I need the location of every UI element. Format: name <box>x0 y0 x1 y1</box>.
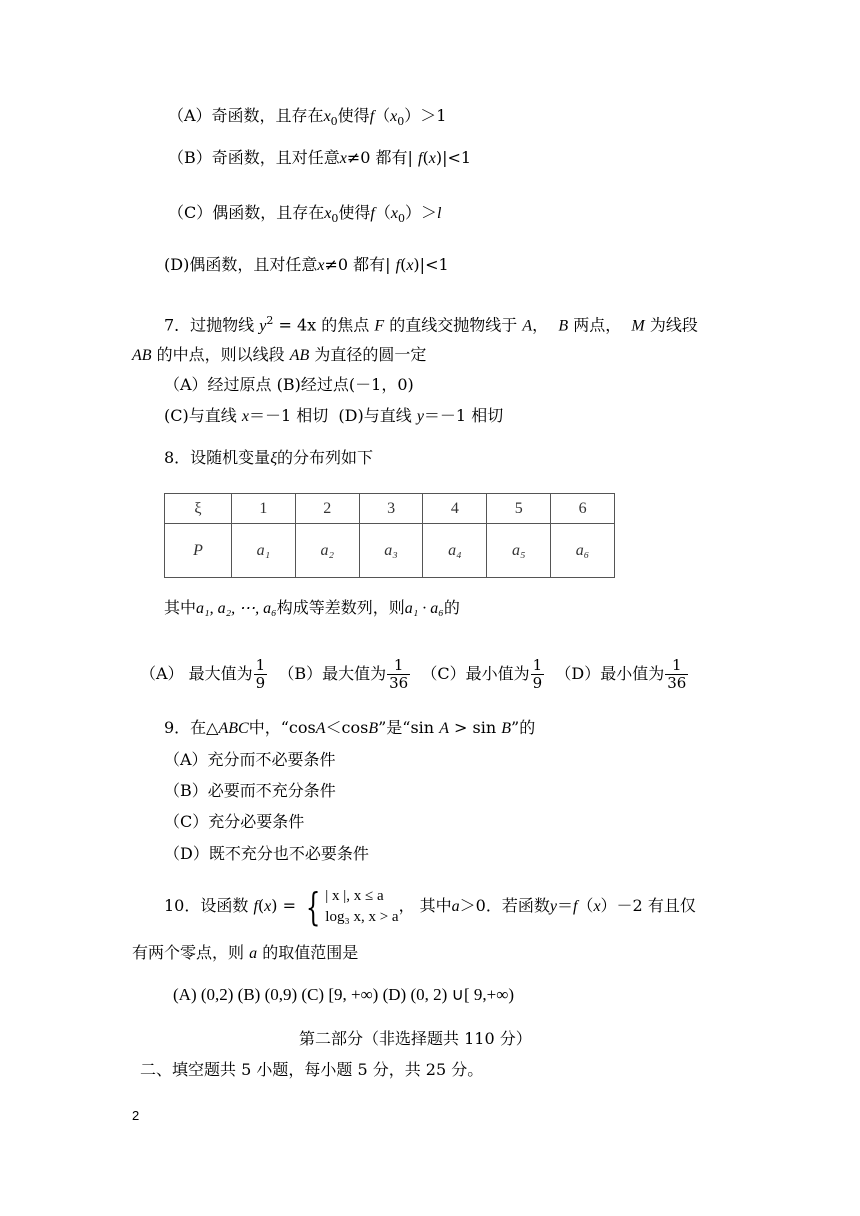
q9-option-b: （B）必要而不充分条件 <box>164 781 336 800</box>
table-cell: 2 <box>295 494 359 524</box>
q7-stem-line1: 7．过抛物线 $y^2 = 4x$ 的焦点 F 的直线交抛物线于 A， B 两点， M 为线段 <box>164 314 698 335</box>
table-cell: a₄ <box>423 524 487 578</box>
q6-option-c: （C）偶函数，且存在$x_0$使得$f(x_0)>l$ <box>168 203 442 226</box>
q6-option-a: （A）奇函数，且存在$x_0$使得$f(x_0)>1$ <box>168 106 447 129</box>
q7-stem-line2: AB 的中点，则以线段 AB 为直径的圆一定 <box>132 345 427 364</box>
table-cell: 6 <box>551 494 615 524</box>
section-heading: 二、填空题共 5 小题，每小题 5 分，共 25 分。 <box>140 1060 484 1079</box>
table-cell: 1 <box>232 494 296 524</box>
q10-stem-line2: 有两个零点，则 a 的取值范围是 <box>132 943 359 962</box>
piecewise-definition: { | x |, x ≤ a log₃ x, x > a <box>305 885 399 929</box>
q7-options-cd: (C)与直线 x＝－1 相切 (D)与直线 y＝－1 相切 <box>164 406 504 425</box>
table-cell: a₆ <box>551 524 615 578</box>
table-row <box>165 524 615 578</box>
table-cell: a₅ <box>487 524 551 578</box>
q10-options: (A) (0,2) (B) (0,9) (C) [9, +∞) (D) (0, 2) ∪[ 9,+∞) <box>173 985 514 1004</box>
table-row <box>165 494 615 524</box>
table-cell: a₃ <box>359 524 423 578</box>
q6-option-d: (D)偶函数，且对任意x≠0 都有| f(x)|<1 <box>164 255 449 274</box>
table-cell: a₁ <box>232 524 296 578</box>
page-number: 2 <box>132 1108 140 1123</box>
table-cell: 5 <box>487 494 551 524</box>
q9-option-d: （D）既不充分也不必要条件 <box>164 844 369 863</box>
table-cell: a₂ <box>295 524 359 578</box>
fraction: $\frac{1}{9}$ <box>255 656 266 692</box>
table-cell: 4 <box>423 494 487 524</box>
q6-option-b: （B）奇函数，且对任意x≠0 都有| f(x)|<1 <box>168 148 472 167</box>
part2-title: 第二部分（非选择题共 110 分） <box>299 1029 532 1048</box>
q9-stem: 9．在△ABC中，“cosA＜cosB”是“sin A > sin B”的 <box>164 718 536 737</box>
table-cell: 3 <box>359 494 423 524</box>
q7-options-ab: （A）经过原点 (B)经过点(－1，0) <box>164 375 414 394</box>
q10-stem-line1: 10．设函数 f(x) = { | x |, x ≤ a log₃ x, x > a ， 其中a＞0．若函数y＝f（x）－2 有且仅 <box>164 880 696 933</box>
q8-options: （A） 最大值为 $\frac{1}{9}$ （B）最大值为 $\frac{1}{36}$ （C）最小值为 $\frac{1}{9}$ （D）最小值为 $\frac{1}{36}$ <box>140 656 687 692</box>
fraction: $\frac{1}{9}$ <box>532 656 543 692</box>
fraction: $\frac{1}{36}$ <box>667 656 687 692</box>
fraction: $\frac{1}{36}$ <box>389 656 409 692</box>
q8-condition: 其中a₁, a₂, ⋯, a₆构成等差数列，则a₁ · a₆的 <box>164 598 460 617</box>
q8-stem: 8．设随机变量ξ的分布列如下 <box>164 448 374 467</box>
q9-option-c: （C）充分必要条件 <box>164 812 305 831</box>
distribution-table <box>164 493 615 578</box>
q9-option-a: （A）充分而不必要条件 <box>164 750 336 769</box>
table-cell: P <box>165 524 232 578</box>
table-cell: ξ <box>165 494 232 524</box>
